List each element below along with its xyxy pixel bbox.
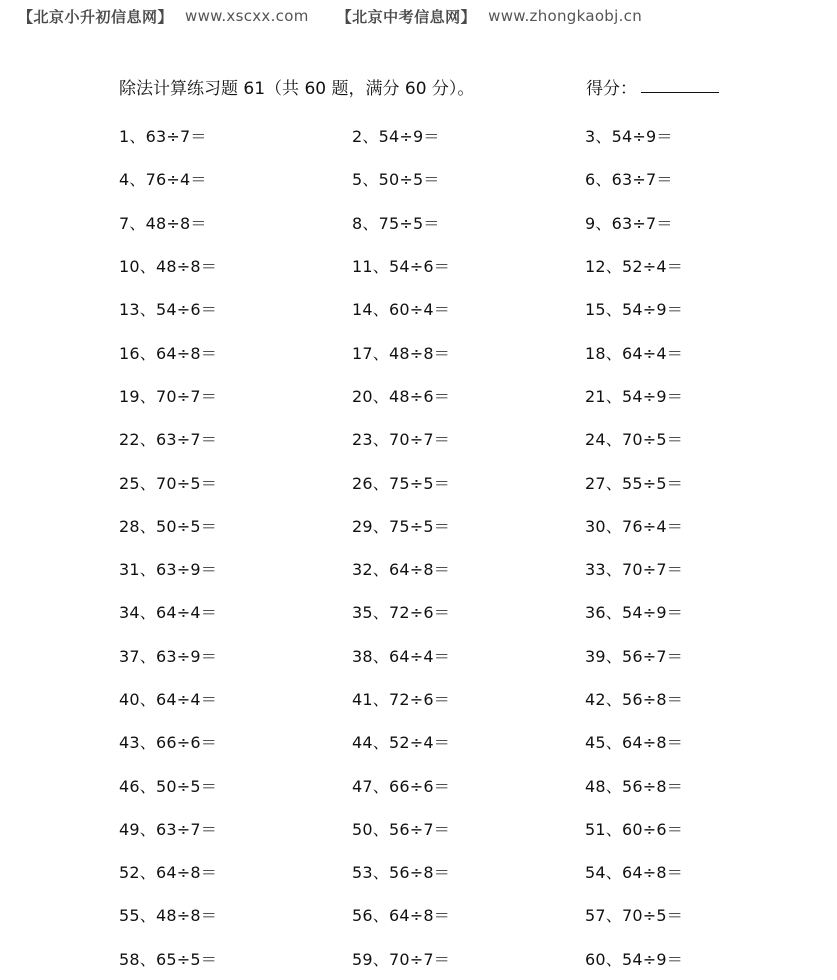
problem-item: 34、64÷4＝	[119, 603, 217, 623]
problem-row	[119, 807, 819, 850]
problem-item: 42、56÷8＝	[585, 690, 683, 709]
problem-item: 48、56÷8＝	[585, 776, 683, 796]
problem-item: 10、48÷8＝	[119, 257, 217, 277]
problem-item: 2、54÷9＝	[352, 127, 440, 147]
problem-item: 36、54÷9＝	[585, 603, 683, 623]
problem-item: 27、55÷5＝	[585, 473, 683, 493]
site2-link[interactable]: www.zhongkaobj.cn	[488, 7, 643, 25]
problem-item: 44、52÷4＝	[352, 733, 450, 753]
score-blank-line	[641, 91, 719, 93]
problem-item: 17、48÷8＝	[352, 343, 450, 363]
problem-item: 32、64÷8＝	[352, 560, 450, 580]
worksheet-title: 除法计算练习题 61（共 60 题，满分 60 分）。	[119, 78, 475, 99]
problem-item: 8、75÷5＝	[352, 213, 440, 233]
score-label: 得分：	[586, 78, 637, 99]
problem-item: 15、54÷9＝	[585, 300, 683, 320]
problem-item: 3、54÷9＝	[585, 127, 673, 147]
site1-label: 【北京小升初信息网】	[18, 7, 174, 26]
problem-item: 19、70÷7＝	[119, 386, 217, 406]
problem-row	[119, 893, 819, 936]
problem-row	[119, 547, 819, 590]
problem-row	[119, 590, 819, 633]
problem-row	[119, 763, 819, 806]
problem-row	[119, 114, 819, 157]
problem-item: 54、64÷8＝	[585, 863, 683, 883]
problem-item: 16、64÷8＝	[119, 343, 217, 363]
score-field	[586, 72, 719, 100]
worksheet-title-row	[119, 72, 729, 100]
problem-row	[119, 201, 819, 244]
problem-item: 31、63÷9＝	[119, 560, 217, 580]
problem-item: 43、66÷6＝	[119, 733, 217, 753]
problem-item: 33、70÷7＝	[585, 560, 683, 580]
problem-item: 45、64÷8＝	[585, 733, 683, 753]
problem-item: 53、56÷8＝	[352, 863, 450, 883]
problem-row	[119, 157, 819, 200]
problem-row	[119, 330, 819, 373]
problem-item: 14、60÷4＝	[352, 300, 450, 320]
problem-item: 59、70÷7＝	[352, 949, 450, 969]
problem-item: 38、64÷4＝	[352, 646, 450, 666]
problem-item: 4、76÷4＝	[119, 170, 207, 190]
problem-row	[119, 634, 819, 677]
problem-item: 52、64÷8＝	[119, 863, 217, 883]
problem-item: 26、75÷5＝	[352, 473, 450, 493]
problem-item: 12、52÷4＝	[585, 257, 683, 277]
problem-item: 47、66÷6＝	[352, 776, 450, 796]
problem-item: 40、64÷4＝	[119, 690, 217, 709]
problem-item: 56、64÷8＝	[352, 906, 450, 926]
problem-row	[119, 287, 819, 330]
problem-item: 20、48÷6＝	[352, 386, 450, 406]
problem-item: 24、70÷5＝	[585, 430, 683, 450]
problem-item: 29、75÷5＝	[352, 516, 450, 536]
problem-item: 21、54÷9＝	[585, 386, 683, 406]
problem-row	[119, 417, 819, 460]
problem-row	[119, 504, 819, 547]
problem-row	[119, 677, 819, 720]
header-bar	[18, 4, 642, 28]
problem-item: 18、64÷4＝	[585, 343, 683, 363]
problem-item: 30、76÷4＝	[585, 516, 683, 536]
problem-item: 50、56÷7＝	[352, 819, 450, 839]
problem-item: 58、65÷5＝	[119, 949, 217, 969]
problem-row	[119, 374, 819, 417]
problem-row	[119, 720, 819, 763]
problem-item: 25、70÷5＝	[119, 473, 217, 493]
problem-item: 23、70÷7＝	[352, 430, 450, 450]
problem-item: 35、72÷6＝	[352, 603, 450, 623]
problem-item: 1、63÷7＝	[119, 127, 207, 147]
problem-row	[119, 244, 819, 287]
problem-item: 46、50÷5＝	[119, 776, 217, 796]
problem-item: 37、63÷9＝	[119, 646, 217, 666]
problem-item: 28、50÷5＝	[119, 516, 217, 536]
problem-item: 9、63÷7＝	[585, 213, 673, 233]
problem-row	[119, 937, 819, 980]
problem-item: 55、48÷8＝	[119, 906, 217, 926]
problem-item: 49、63÷7＝	[119, 819, 217, 839]
problem-row	[119, 460, 819, 503]
problem-item: 5、50÷5＝	[352, 170, 440, 190]
problem-item: 39、56÷7＝	[585, 646, 683, 666]
problem-item: 51、60÷6＝	[585, 819, 683, 839]
site1-link[interactable]: www.xscxx.com	[185, 7, 309, 25]
problem-item: 60、54÷9＝	[585, 949, 683, 969]
problem-item: 22、63÷7＝	[119, 430, 217, 450]
problem-item: 7、48÷8＝	[119, 213, 207, 233]
problem-item: 6、63÷7＝	[585, 170, 673, 190]
site2-label: 【北京中考信息网】	[336, 7, 477, 26]
problem-grid	[119, 114, 819, 980]
problem-item: 41、72÷6＝	[352, 690, 450, 709]
problem-item: 57、70÷5＝	[585, 906, 683, 926]
problem-item: 13、54÷6＝	[119, 300, 217, 320]
problem-row	[119, 850, 819, 893]
problem-item: 11、54÷6＝	[352, 257, 450, 277]
